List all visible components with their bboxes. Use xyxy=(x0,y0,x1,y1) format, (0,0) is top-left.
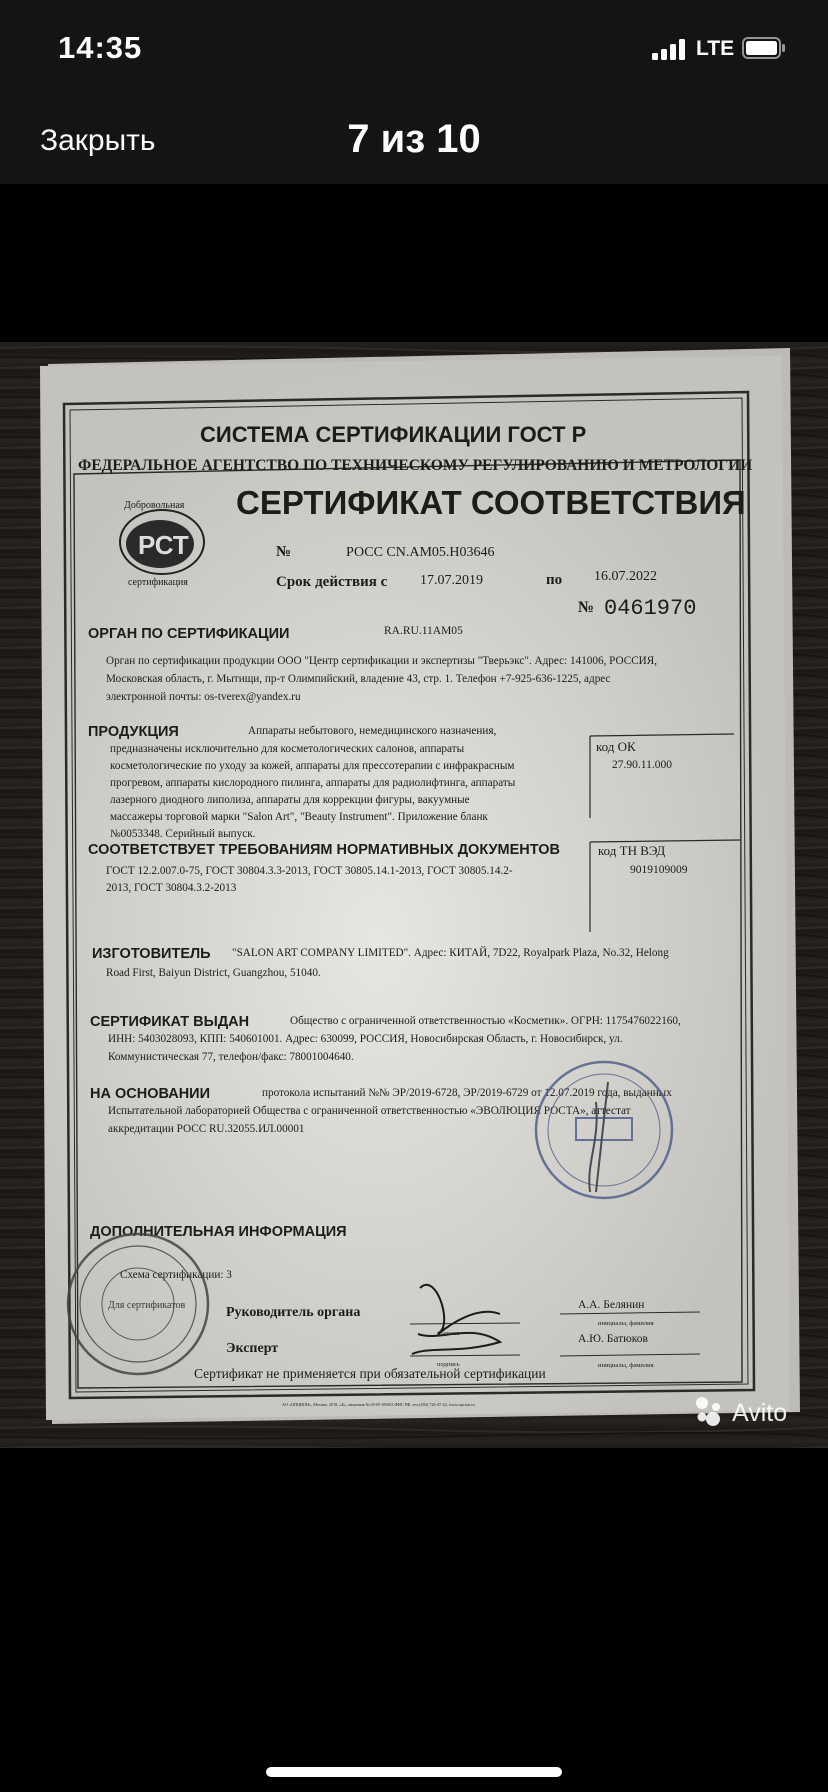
product-line-2: предназначены исключительно для косметологических салонов, аппараты xyxy=(110,743,465,755)
battery-icon xyxy=(742,37,786,59)
system-title: СИСТЕМА СЕРТИФИКАЦИИ ГОСТ Р xyxy=(200,422,587,447)
valid-to-label: по xyxy=(546,572,563,588)
okp-label: код ОК xyxy=(596,739,636,754)
basis-label: НА ОСНОВАНИИ xyxy=(90,1086,211,1102)
home-indicator[interactable] xyxy=(266,1767,562,1777)
head-name-caption: инициалы, фамилия xyxy=(598,1320,654,1327)
product-line-4: прогревом, аппараты кислородного пилинга, аппараты для радиолифтинга, аппараты xyxy=(110,777,516,789)
signal-strength-icon xyxy=(652,38,688,60)
image-counter: 7 из 10 xyxy=(347,117,481,161)
additional-label: ДОПОЛНИТЕЛЬНАЯ ИНФОРМАЦИЯ xyxy=(90,1224,347,1240)
manufacturer-line-1: "SALON ART COMPANY LIMITED". Адрес: КИТАЙ, 7D22, Royalpark Plaza, No.32, Helong xyxy=(232,947,669,959)
avito-brand: Avito xyxy=(732,1399,788,1427)
organ-line-2: Московская область, г. Мытищи, пр-т Олимпийский, владение 43, стр. 1. Телефон +7-925-636-1225, адрес xyxy=(106,673,611,685)
valid-from: 17.07.2019 xyxy=(420,573,483,588)
expert-name: А.Ю. Батюков xyxy=(578,1333,648,1345)
organ-line-3: электронной почты: os-tverex@yandex.ru xyxy=(106,691,301,703)
print-line: АО «ОПЦИОН», Москва, 2018, «Б», лицензия № 05-05-09/003 ФНС РФ, тел.(495) 726-47-42, www.opcion.ru xyxy=(282,1402,475,1407)
organ-line-1: Орган по сертификации продукции ООО "Центр сертификации и экспертизы "Тверьэкс". Адрес: 141006, РОССИЯ, xyxy=(106,655,657,667)
number-label: № xyxy=(276,544,292,560)
product-label: ПРОДУКЦИЯ xyxy=(88,724,179,740)
stamp-text: Для сертификатов xyxy=(108,1300,186,1311)
standards-label: СООТВЕТСТВУЕТ ТРЕБОВАНИЯМ НОРМАТИВНЫХ ДОКУМЕНТОВ xyxy=(88,842,561,858)
viewer-nav-bar xyxy=(0,100,828,184)
logo-bottom: сертификация xyxy=(128,577,188,588)
footer-note: Сертификат не применяется при обязательной сертификации xyxy=(194,1366,546,1381)
head-sign-caption: подпись xyxy=(437,1330,460,1337)
validity-label: Срок действия с xyxy=(276,574,388,590)
basis-line-2: Испытательной лабораторией Общества с ограниченной ответственностью «ЭВОЛЮЦИЯ РОСТА», аттестат xyxy=(108,1105,631,1117)
product-line-7: №0053348. Серийный выпуск. xyxy=(110,828,256,840)
scheme-text: Схема сертификации: 3 xyxy=(120,1269,232,1281)
serial-number: 0461970 xyxy=(604,596,697,621)
okp-value: 27.90.11.000 xyxy=(612,759,672,771)
logo-mark: РСТ xyxy=(138,530,189,560)
certificate-heading: СЕРТИФИКАТ СООТВЕТСТВИЯ xyxy=(236,484,746,521)
serial-label: № xyxy=(578,599,595,616)
issued-line-1: Общество с ограниченной ответственностью «Косметик». ОГРН: 1175476022160, xyxy=(290,1015,681,1027)
issued-line-3: Коммунистическая 77, телефон/факс: 78001004640. xyxy=(108,1051,354,1063)
expert-label: Эксперт xyxy=(226,1341,279,1356)
valid-to: 16.07.2022 xyxy=(594,569,657,584)
expert-sign-caption: подпись xyxy=(437,1361,460,1368)
agency-title: ФЕДЕРАЛЬНОЕ АГЕНТСТВО ПО ТЕХНИЧЕСКОМУ РЕГУЛИРОВАНИЮ И МЕТРОЛОГИИ xyxy=(78,457,753,474)
close-button[interactable]: Закрыть xyxy=(40,124,156,157)
logo-top: Добровольная xyxy=(124,500,185,511)
manufacturer-line-2: Road First, Baiyun District, Guangzhou, 51040. xyxy=(106,967,321,979)
head-name: А.А. Белянин xyxy=(578,1299,645,1311)
issued-label: СЕРТИФИКАТ ВЫДАН xyxy=(90,1014,250,1030)
product-line-6: массажеры торговой марки "Salon Art", "Beauty Instrument". Приложение бланк xyxy=(110,811,488,823)
certificate-photo[interactable] xyxy=(0,342,828,1448)
status-time: 14:35 xyxy=(58,30,143,65)
product-line-5: лазерного диодного липолиза, аппараты для коррекции фигуры, вакуумные xyxy=(110,794,470,806)
certificate-image xyxy=(0,342,828,1448)
standards-line-1: ГОСТ 12.2.007.0-75, ГОСТ 30804.3.3-2013, ГОСТ 30805.14.1-2013, ГОСТ 30805.14.2- xyxy=(106,865,513,877)
basis-line-1: протокола испытаний №№ ЭР/2019-6728, ЭР/2019-6729 от 12.07.2019 года, выданных xyxy=(262,1087,672,1099)
basis-line-3: аккредитации РОСС RU.32055.ИЛ.00001 xyxy=(108,1123,305,1135)
head-label: Руководитель органа xyxy=(226,1305,361,1320)
certificate-number: РОСС CN.АМ05.Н03646 xyxy=(346,545,495,560)
product-line-1: Аппараты небытового, немедицинского назначения, xyxy=(248,725,497,737)
manufacturer-label: ИЗГОТОВИТЕЛЬ xyxy=(92,946,211,962)
tnved-value: 9019109009 xyxy=(630,864,688,876)
organ-label: ОРГАН ПО СЕРТИФИКАЦИИ xyxy=(88,626,290,642)
network-type: LTE xyxy=(696,37,735,60)
standards-line-2: 2013, ГОСТ 30804.3.2-2013 xyxy=(106,882,237,894)
organ-code: RA.RU.11АМ05 xyxy=(384,625,463,637)
product-line-3: косметологические по уходу за кожей, аппараты для прессотерапии с инфракрасным xyxy=(110,760,515,772)
issued-line-2: ИНН: 5403028093, КПП: 540601001. Адрес: 630099, РОССИЯ, Новосибирская Область, г. Новосибирск, ул. xyxy=(108,1033,623,1045)
expert-name-caption: инициалы, фамилия xyxy=(598,1362,654,1369)
tnved-label: код ТН ВЭД xyxy=(598,843,666,858)
status-bar xyxy=(0,0,828,100)
